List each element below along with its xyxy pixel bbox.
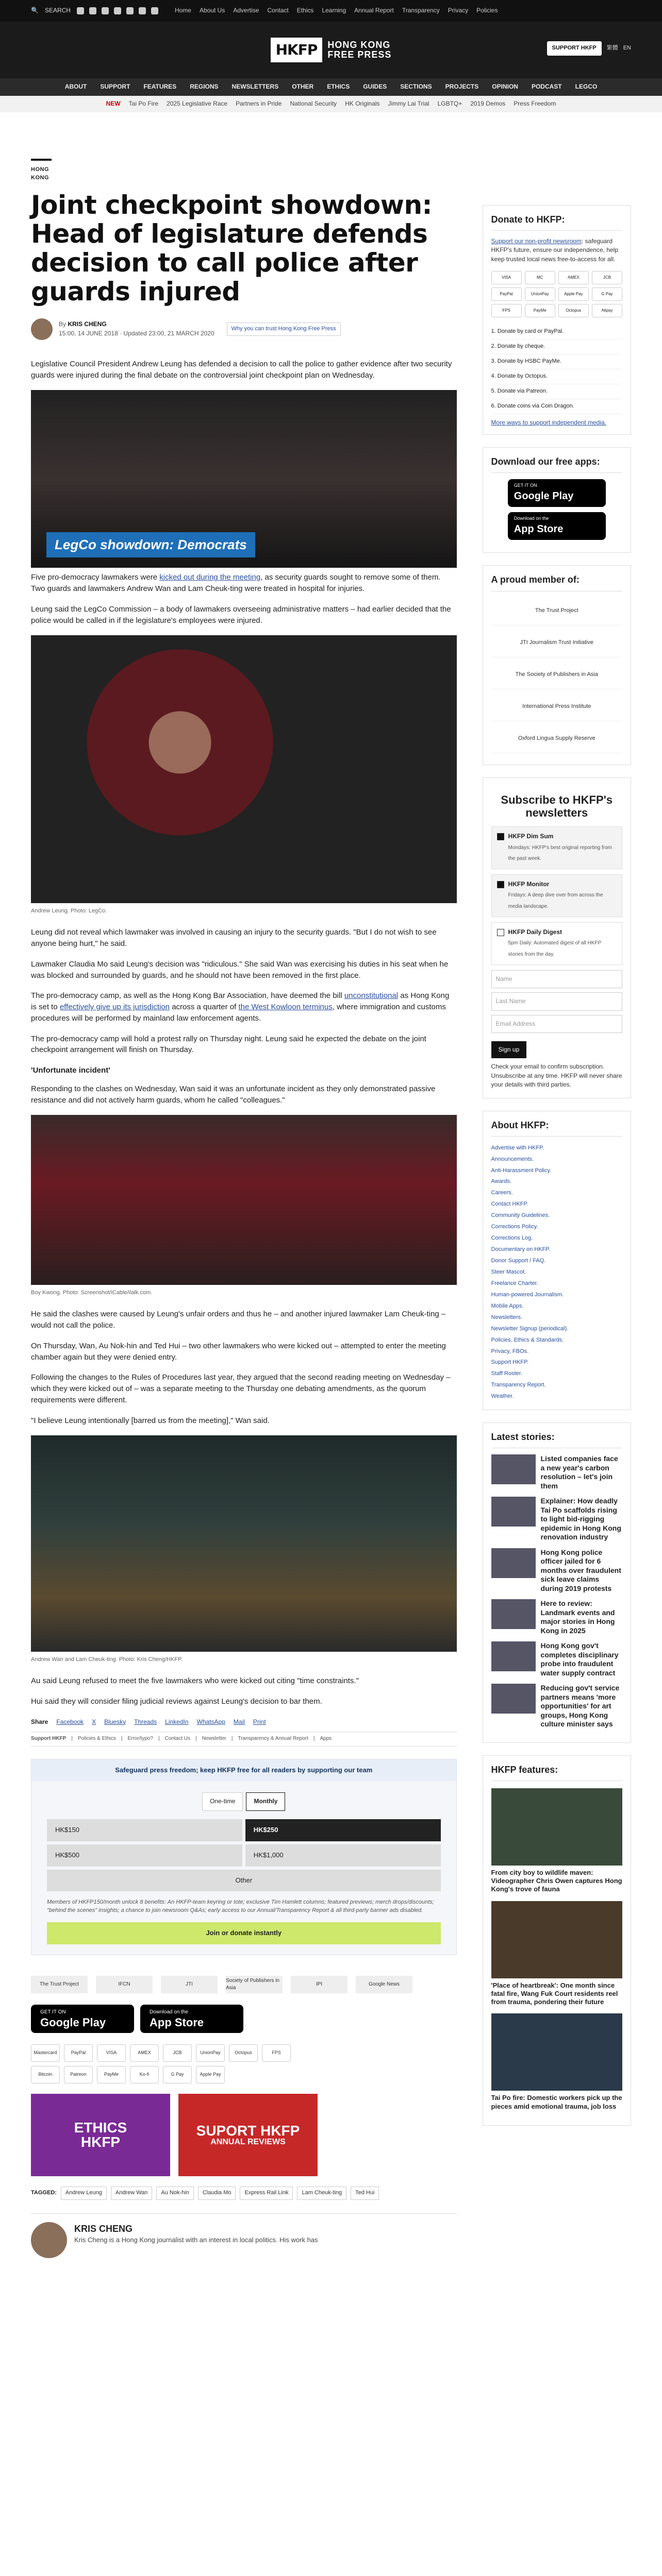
pay-icon[interactable]: MC [525, 271, 555, 284]
donate-sidebar-text: Support our non-profit newsroom: safeguard HKFP's future, ensure our independence, help keep trusted local news free-to-access for all. [491, 238, 618, 263]
newsletter-option[interactable]: HKFP Monitor Fridays: A deep dive over from across the media landscape. [491, 874, 622, 917]
share-bluesky[interactable]: Bluesky [104, 1718, 126, 1725]
lang-chinese-link[interactable]: 繁體 [606, 45, 618, 51]
about-link[interactable]: Mobile Apps. [491, 1302, 524, 1309]
instagram-icon[interactable] [102, 7, 109, 14]
subfoot-newsletter[interactable]: Newsletter [202, 1736, 226, 1742]
membership-note: Members of HKFP150/month unlock 8 benefits: An HKFP-team keyring or tote; exclusive Tim Hamlett columns; featured previews; merch drops/discounts; "behind the scenes" insights; a chance to join newsroom Q&As; early access to our Annual/Transparency Report & all third-party banner ads disabled. [47, 1899, 434, 1914]
story-thumbnail[interactable] [491, 1641, 536, 1671]
amount-option[interactable]: HK$1,000 [245, 1844, 441, 1867]
about-sidebar-title: About HKFP: [491, 1118, 622, 1137]
trending-item[interactable]: LGBTQ+ [437, 100, 462, 108]
payment-icon[interactable]: G Pay [163, 2066, 192, 2083]
partner-logo[interactable]: JTI [161, 1976, 218, 1993]
donate-widget [31, 1759, 457, 1955]
toplink-privacy[interactable]: Privacy [448, 7, 469, 14]
photo-caption: Boy Kwong. Photo: Screenshot/iCable/ilalk.com. [31, 1290, 153, 1296]
paragraph: On Thursday, Wan, Au Nok-hin and Ted Hui – two other lawmakers who were kicked out – attempted to enter the meeting chamber again but they were denied entry. [31, 1341, 446, 1362]
author-avatar-large[interactable] [31, 2222, 67, 2258]
tag-link[interactable]: Express Rail Link [240, 2187, 293, 2200]
pay-icon[interactable]: UnionPay [525, 287, 555, 301]
member-sidebar [483, 565, 631, 765]
donate-step[interactable]: 6. Donate coins via Coin Dragon. [491, 399, 622, 414]
nav-features[interactable]: FEATURES [143, 83, 177, 91]
sidebar [483, 205, 631, 2258]
story-item[interactable]: Explainer: How deadly Tai Po scaffolds rising to light bid-rigging epidemic in Hong Kong renovation industry [491, 1497, 622, 1542]
share-x[interactable]: X [92, 1718, 96, 1725]
payment-icon[interactable]: PayMe [97, 2066, 126, 2083]
new-label: NEW [106, 100, 121, 108]
amount-option[interactable]: HK$250 [245, 1819, 441, 1841]
share-row [31, 1718, 457, 1726]
nav-regions[interactable]: REGIONS [190, 83, 219, 91]
paragraph: The pro-democracy camp will hold a protest rally on Thursday night. Leung said he expected the debate on the joint checkpoint arrangement will finish on Thursday. [31, 1034, 426, 1055]
payment-icon[interactable]: FPS [262, 2044, 291, 2062]
sidebar-app-store[interactable]: Download on the App Store [508, 512, 606, 540]
about-link[interactable]: Announcements. [491, 1156, 534, 1162]
x-icon[interactable] [89, 7, 96, 14]
why-trust-button[interactable]: Why you can trust Hong Kong Free Press [227, 323, 341, 336]
about-link[interactable]: Steer Mascot. [491, 1268, 526, 1275]
masthead [0, 22, 662, 78]
pay-icon[interactable]: Apple Pay [558, 287, 589, 301]
freq-one-time[interactable]: One-time [202, 1792, 243, 1810]
nav-projects[interactable]: PROJECTS [445, 83, 479, 91]
about-links [491, 1143, 622, 1403]
amount-option[interactable]: HK$500 [47, 1844, 242, 1867]
top-links [175, 6, 498, 15]
story-thumbnail[interactable] [491, 1497, 536, 1527]
payment-icon[interactable]: Patreon [64, 2066, 93, 2083]
member-logo[interactable]: JTI Journalism Trust Initiative [491, 630, 622, 657]
paragraph: Au said Leung refused to meet the five lawmakers who were kicked out citing "time constraints." [31, 1676, 359, 1686]
search-icon[interactable]: 🔍 [31, 7, 39, 14]
article-tags [31, 2187, 457, 2200]
subfoot-policies[interactable]: Policies & Ethics [77, 1736, 116, 1742]
subfoot-error[interactable]: Error/typo? [127, 1736, 153, 1742]
payment-icon[interactable]: Apple Pay [196, 2066, 225, 2083]
nav-ethics[interactable]: ETHICS [327, 83, 350, 91]
amount-options [31, 1819, 456, 1892]
ethics-promo[interactable]: ETHICS HKFP [31, 2094, 170, 2176]
author-name[interactable]: KRIS CHENG [68, 320, 107, 328]
nav-opinion[interactable]: OPINION [492, 83, 518, 91]
story-thumbnail[interactable] [491, 1454, 536, 1484]
article-photo-2[interactable] [31, 635, 457, 903]
partner-logo[interactable]: IFCN [96, 1976, 153, 1993]
top-utility-bar [0, 0, 662, 22]
paragraph: Leung said the LegCo Commission – a body of lawmakers overseeing administrative matters – had earlier decided that the police would be called in if the legislature's employees were injured. [31, 604, 451, 625]
donate-step[interactable]: 2. Donate by cheque. [491, 340, 622, 354]
toplink-annual-report[interactable]: Annual Report [354, 7, 394, 14]
youtube-icon[interactable] [114, 7, 121, 14]
nav-support[interactable]: SUPPORT [100, 83, 130, 91]
promo-banners [31, 2094, 457, 2176]
newsletter-option[interactable]: HKFP Daily Digest 5pm Daily: Automated digest of all HKFP stories from the day. [491, 922, 622, 965]
about-link[interactable]: Donor Support / FAQ. [491, 1258, 546, 1264]
trending-item[interactable]: Tai Po Fire [128, 100, 159, 108]
share-label: Share [31, 1718, 48, 1725]
story-thumbnail[interactable] [491, 1684, 536, 1714]
payment-icon[interactable]: Bitcoin [31, 2066, 60, 2083]
about-link[interactable]: Contact HKFP. [491, 1201, 528, 1208]
subfoot-transparency[interactable]: Transparency & Annual Report [238, 1736, 308, 1742]
trending-item[interactable]: Jimmy Lai Trial [388, 100, 429, 108]
threads-icon[interactable] [126, 7, 134, 14]
more-ways-link[interactable]: More ways to support independent media. [491, 418, 607, 426]
tag-link[interactable]: Andrew Wan [111, 2187, 153, 2200]
toplink-transparency[interactable]: Transparency [402, 7, 440, 14]
partner-logo[interactable]: Society of Publishers in Asia [226, 1976, 283, 1993]
partner-logo[interactable]: IPI [291, 1976, 347, 1993]
share-print[interactable]: Print [253, 1718, 266, 1725]
about-link[interactable]: Privacy, FBOs. [491, 1348, 529, 1354]
about-link[interactable]: Newsletters. [491, 1314, 523, 1320]
terminus-link[interactable]: the West Kowloon terminus [238, 1003, 333, 1012]
payment-icon[interactable]: Octopus [229, 2044, 258, 2062]
photo-banner: LegCo showdown: Democrats [46, 532, 255, 558]
paragraph: Legislative Council President Andrew Leung has defended a decision to call the police to gather evidence after two security guards were injured during the final debate on the controversial joint checkpoint plan on Wednesday. [31, 359, 452, 380]
payment-icon[interactable]: VISA [97, 2044, 126, 2062]
toplink-about[interactable]: About Us [199, 7, 225, 14]
payment-icon[interactable]: PayPal [64, 2044, 93, 2062]
sidebar-google-play[interactable]: GET IT ON Google Play [508, 479, 606, 507]
about-sidebar [483, 1111, 631, 1411]
nav-sections[interactable]: SECTIONS [400, 83, 432, 91]
member-logo[interactable]: International Press Institute [491, 693, 622, 721]
annual-review-promo[interactable]: SUPORT HKFP ANNUAL REVIEWS [178, 2094, 318, 2176]
main-nav [0, 78, 662, 96]
donate-step[interactable]: 5. Donate via Patreon. [491, 384, 622, 399]
feature-image[interactable] [491, 1901, 622, 1978]
features-title: HKFP features: [491, 1763, 622, 1781]
logo-line1: HONG KONG [327, 40, 391, 50]
pay-icon[interactable]: PayPal [491, 287, 522, 301]
story-thumbnail[interactable] [491, 1548, 536, 1578]
unconstitutional-link[interactable]: unconstitutional [344, 991, 399, 1001]
tag-link[interactable]: Ted Hui [351, 2187, 379, 2200]
partner-logo[interactable]: The Trust Project [31, 1976, 88, 1993]
logo-line2: FREE PRESS [327, 49, 392, 60]
tags-label: TAGGED: [31, 2189, 57, 2196]
payment-icon[interactable]: AMEX [130, 2044, 159, 2062]
story-item[interactable]: Reducing gov't service partners means 'more opportunities' for art groups, Hong Kong culture minister says [491, 1684, 622, 1729]
toplink-learning[interactable]: Learning [322, 7, 346, 14]
member-logo[interactable]: The Society of Publishers in Asia [491, 662, 622, 689]
about-link[interactable]: Awards. [491, 1178, 512, 1185]
tag-link[interactable]: Au Nok-hin [156, 2187, 193, 2200]
story-item[interactable]: Hong Kong gov't completes disciplinary probe into fraudulent water supply contract [491, 1641, 622, 1677]
toplink-home[interactable]: Home [174, 7, 191, 14]
nav-legco[interactable]: LEGCO [575, 83, 598, 91]
about-link[interactable]: Anti-Harassment Policy. [491, 1167, 552, 1174]
paragraph: Lawmaker Claudia Mo said Leung's decision was "ridiculous." She said Wan was exercising his duties in his seat when he was blocked and surrounded by guards, and he should not have been removed in the first place. [31, 959, 449, 980]
signup-button[interactable]: Sign up [491, 1041, 527, 1058]
pay-icon[interactable]: G Pay [592, 287, 622, 301]
site-logo[interactable] [271, 38, 392, 63]
facebook-icon[interactable] [77, 7, 84, 14]
share-whatsapp[interactable]: WhatsApp [196, 1718, 225, 1725]
article-title: Joint checkpoint showdown: Head of legislature defends decision to call police after guards injured [31, 190, 433, 307]
feature-item[interactable]: 'Place of heartbreak': One month since fatal fire, Wang Fuk Court residents reel from trauma, pondering their future [491, 1901, 622, 2007]
trending-item[interactable]: HK Originals [345, 100, 380, 108]
payment-icon[interactable]: UnionPay [196, 2044, 225, 2062]
toplink-contact[interactable]: Contact [267, 7, 289, 14]
nav-newsletters[interactable]: NEWSLETTERS [231, 83, 279, 91]
about-link[interactable]: Documentary on HKFP. [491, 1246, 551, 1253]
checkbox[interactable] [497, 833, 504, 840]
page-body [0, 128, 662, 2258]
article-photo-1[interactable] [31, 390, 457, 568]
frequency-toggle [31, 1792, 456, 1810]
subfoot-support[interactable]: Support HKFP [31, 1736, 67, 1742]
app-store-buttons [31, 2005, 457, 2033]
nav-other[interactable]: OTHER [292, 83, 314, 91]
freq-monthly[interactable]: Monthly [246, 1792, 285, 1810]
telegram-icon[interactable] [151, 7, 158, 14]
pay-icon[interactable]: AMEX [558, 271, 589, 284]
article-subfooter: Support HKFP | Policies & Ethics | Error/typo? | Contact Us | Newsletter | Transparency & Annual Report | Apps [31, 1732, 457, 1747]
newsletter-signup [483, 777, 631, 1098]
about-link[interactable]: Newsletter Signup (periodical). [491, 1325, 569, 1332]
article-category[interactable]: HONG KONG [31, 159, 52, 182]
share-linkedin[interactable]: LinkedIn [165, 1718, 189, 1725]
paragraph: Leung did not reveal which lawmaker was involved in causing an injury to the security guards. "But I do not wish to see anyone being hurt," he said. [31, 928, 437, 948]
about-link[interactable]: Advertise with HKFP. [491, 1144, 544, 1151]
nav-podcast[interactable]: PODCAST [531, 83, 562, 91]
kicked-out-link[interactable]: kicked out during the meeting [159, 573, 261, 582]
section-heading: 'Unfortunate incident' [31, 1066, 110, 1075]
share-facebook[interactable]: Facebook [56, 1718, 84, 1725]
latest-stories [483, 1422, 631, 1743]
donate-widget-header: Safeguard press freedom; keep HKFP free for all readers by supporting our team [31, 1759, 456, 1782]
nav-guides[interactable]: GUIDES [363, 83, 387, 91]
payment-icon[interactable]: JCB [163, 2044, 192, 2062]
linkedin-icon[interactable] [139, 7, 146, 14]
last-name-input[interactable]: Last Name [491, 992, 622, 1010]
story-item[interactable]: Listed companies face a new year's carbon resolution – let's join them [491, 1454, 622, 1490]
pay-icon[interactable]: Octopus [558, 304, 589, 317]
nav-about[interactable]: ABOUT [64, 83, 87, 91]
donate-step[interactable]: 3. Donate by HSBC PayMe. [491, 354, 622, 369]
join-donate-button[interactable]: Join or donate instantly [47, 1922, 441, 1944]
toplink-ethics[interactable]: Ethics [296, 7, 314, 14]
amount-option[interactable]: HK$150 [47, 1819, 242, 1841]
payment-icon[interactable]: Ko-fi [130, 2066, 159, 2083]
feature-item[interactable]: From city boy to wildlife maven: Videographer Chris Owen captures Hong Kong's trove of fauna [491, 1788, 622, 1894]
paragraph: "I believe Leung intentionally [barred us from the meeting]," Wan said. [31, 1416, 270, 1425]
article-photo-4[interactable] [31, 1435, 457, 1652]
share-threads[interactable]: Threads [134, 1718, 157, 1725]
partner-logo[interactable]: Google News [356, 1976, 412, 1993]
support-newsroom-link[interactable]: Support our non-profit newsroom [491, 238, 582, 245]
newsletter-title: Subscribe to HKFP's newsletters [501, 793, 613, 819]
donate-sidebar [483, 205, 631, 435]
trending-item[interactable]: Press Freedom [514, 100, 556, 108]
donate-step[interactable]: 4. Donate by Octopus. [491, 369, 622, 384]
paragraph: Following the changes to the Rules of Procedures last year, they argued that the second reading meeting on Wednesday – which they were kicked out of – was a separate meeting to the Thursday one debating amendments, as the quorum requirements were different. [31, 1373, 451, 1404]
article-body [31, 359, 457, 1707]
pay-icon[interactable]: JCB [592, 271, 622, 284]
about-link[interactable]: Human-powered Journalism. [491, 1291, 564, 1298]
google-play-button[interactable]: GET IT ON Google Play [31, 2005, 134, 2033]
checkbox[interactable] [497, 881, 504, 888]
author-avatar[interactable] [31, 318, 53, 340]
donate-sidebar-title: Donate to HKFP: [491, 213, 622, 231]
publish-date: 15:00, 14 JUNE 2018 [59, 329, 118, 337]
pay-icon[interactable]: Alipay [592, 304, 622, 317]
feature-image[interactable] [491, 2013, 622, 2091]
paragraph: Hui said they will consider filing judicial reviews against Leung's decision to bar them. [31, 1697, 322, 1706]
story-item[interactable]: Hong Kong police officer jailed for 6 months over fraudulent sick leave claims during 2019 protests [491, 1548, 622, 1594]
payment-icon[interactable]: Mastercard [31, 2044, 60, 2062]
app-store-button[interactable]: Download on the App Store [140, 2005, 243, 2033]
amount-other[interactable]: Other [47, 1870, 441, 1892]
logo-mark: HKFP [271, 38, 323, 63]
feature-item[interactable]: Tai Po fire: Domestic workers pick up the pieces amid emotional trauma, job loss [491, 2013, 622, 2111]
trending-item[interactable]: Partners in Pride [236, 100, 282, 108]
photo-caption: Andrew Leung. Photo: LegCo. [31, 908, 107, 914]
toplink-policies[interactable]: Policies [476, 7, 498, 14]
email-input[interactable]: Email Address [491, 1015, 622, 1033]
pay-icon[interactable]: VISA [491, 271, 522, 284]
latest-stories-title: Latest stories: [491, 1430, 622, 1448]
apps-sidebar [483, 447, 631, 553]
byline [31, 318, 457, 340]
tag-link[interactable]: Claudia Mo [198, 2187, 236, 2200]
trending-item[interactable]: 2019 Demos [470, 100, 506, 108]
about-link[interactable]: Community Guidelines. [491, 1212, 550, 1219]
trending-item[interactable]: 2025 Legislative Race [167, 100, 228, 108]
newsletter-note: Check your email to confirm subscription. Unsubscribe at any time. HKFP will never share your details with third parties. [491, 1063, 622, 1089]
lang-english-link[interactable]: EN [623, 45, 631, 51]
photo-caption: Andrew Wan and Lam Cheuk-ting. Photo: Kris Cheng/HKFP. [31, 1656, 183, 1663]
paragraph: The pro-democracy camp, as well as the Hong Kong Bar Association, have deemed the bill unconstitutional as Hong Kong is set to effectively give up its jurisdiction across a quarter of the West Kowloon terminus, where immigration and customs procedures will be performed by mainland law enforcement agents. [31, 991, 450, 1023]
toplink-advertise[interactable]: Advertise [233, 7, 259, 14]
article-photo-3[interactable] [31, 1115, 457, 1285]
tag-link[interactable]: Andrew Leung [61, 2187, 107, 2200]
about-link[interactable]: Freelance Charter. [491, 1280, 538, 1286]
pay-icon[interactable]: FPS [491, 304, 522, 317]
pay-icon[interactable]: PayMe [525, 304, 555, 317]
trending-item[interactable]: National Security [290, 100, 337, 108]
about-link[interactable]: Corrections Policy. [491, 1224, 538, 1230]
byline-text: By KRIS CHENG 15:00, 14 JUNE 2018 · Updated 23:00, 21 MARCH 2020 [59, 320, 214, 337]
member-logos [491, 598, 622, 753]
about-link[interactable]: Policies, Ethics & Standards. [491, 1336, 564, 1343]
about-link[interactable]: Staff Roster. [491, 1370, 522, 1377]
subfoot-apps[interactable]: Apps [320, 1736, 332, 1742]
social-icons [77, 7, 158, 14]
donate-step[interactable]: 1. Donate by card or PayPal. [491, 325, 622, 340]
payment-methods [31, 2044, 299, 2083]
story-thumbnail[interactable] [491, 1599, 536, 1629]
checkbox[interactable] [497, 929, 504, 936]
jurisdiction-link[interactable]: effectively give up its jurisdiction [59, 1003, 170, 1012]
partner-logos [31, 1976, 457, 1993]
search-link[interactable]: SEARCH [44, 7, 71, 14]
member-logo[interactable]: Oxford Lingua Supply Reserve [491, 725, 622, 753]
support-hkfp-button[interactable]: SUPPORT HKFP [547, 41, 602, 56]
member-sidebar-title: A proud member of: [491, 573, 622, 591]
about-link[interactable]: Support HKFP. [491, 1359, 529, 1366]
feature-image[interactable] [491, 1788, 622, 1866]
author-box-name[interactable]: KRIS CHENG [74, 2223, 133, 2234]
about-link[interactable]: Careers. [491, 1190, 513, 1196]
masthead-actions [547, 41, 631, 56]
story-item[interactable]: Here to review: Landmark events and major stories in Hong Kong in 2025 [491, 1599, 622, 1635]
about-link[interactable]: Weather. [491, 1393, 514, 1400]
hkfp-features [483, 1755, 631, 2126]
tag-link[interactable]: Lam Cheuk-ting [297, 2187, 346, 2200]
author-box [31, 2213, 457, 2258]
about-link[interactable]: Corrections Log. [491, 1235, 533, 1242]
about-link[interactable]: Transparency Report. [491, 1382, 546, 1388]
member-logo[interactable]: The Trust Project [491, 598, 622, 625]
newsletter-option[interactable]: HKFP Dim Sum Mondays: HKFP's best original reporting from the past week. [491, 826, 622, 869]
paragraph: Five pro-democracy lawmakers were kicked out during the meeting, as security guards sought to remove some of them. Two guards and lawmakers Andrew Wan and Lam Cheuk-ting were treated in hospital for injuries. [31, 573, 441, 594]
trending-bar [0, 96, 662, 112]
share-mail[interactable]: Mail [233, 1718, 245, 1725]
updated-date: Updated 23:00, 21 MARCH 2020 [123, 329, 214, 337]
donate-steps [491, 325, 622, 414]
logo-words [327, 40, 391, 60]
paragraph: He said the clashes were caused by Leung's unfair orders and thus he – and another injured lawmaker Lam Cheuk-ting – would not call the police. [31, 1310, 446, 1330]
sidebar-pay-icons [491, 271, 622, 317]
apps-sidebar-title: Download our free apps: [491, 455, 622, 473]
article-column [31, 128, 457, 2258]
subfoot-contact[interactable]: Contact Us [164, 1736, 191, 1742]
paragraph: Responding to the clashes on Wednesday, Wan said it was an unfortunate incident as they only demonstrated passive resistance and did not actively harm guards, whom he called "colleagues." [31, 1084, 436, 1105]
first-name-input[interactable]: Name [491, 970, 622, 988]
author-bio: Kris Cheng is a Hong Kong journalist with an interest in local politics. His work has [74, 2235, 318, 2244]
